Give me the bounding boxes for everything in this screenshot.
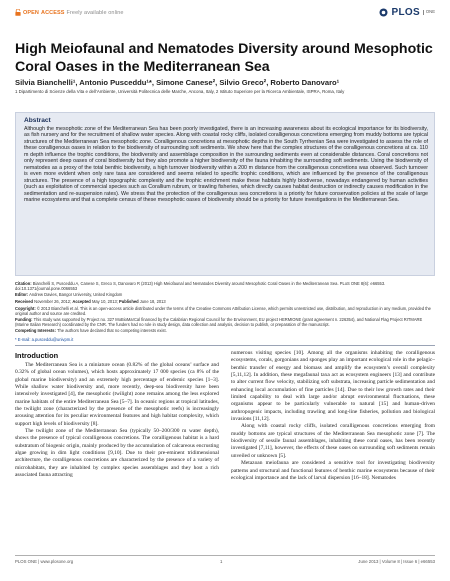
citation-label: Citation: (15, 281, 32, 286)
copyright-line (15, 306, 435, 316)
competing-text: The authors have declared that no competing interests exist. (57, 328, 167, 333)
introduction-heading: Introduction (15, 351, 59, 360)
abstract-heading: Abstract (24, 117, 51, 124)
author-list: Silvia Bianchelli¹, Antonio Pusceddu¹*, Simone Canese², Silvio Greco², Roberto Danovaro¹ (15, 78, 340, 87)
abstract-text: Although the mesophotic zone of the Mediterranean Sea has been poorly investigated, there is an increasing awareness about its ecological importance for its biodiversity, as fish nursery and for the recruitment of shallow water species. Along with coastal rocky cliffs, isolated coralligenous concretions emerging from muddy bottoms are typical structures of the Mediterranean Sea mesophotic zone. Coralligenous concretions at mesophotic depths in the South Tyrrhenian Sea were investigated to assess the role of these coralligenous oases in relation to the biodiversity of surrounding soft sediments. We show here that the complex structures of the coralligenous concretions at ca. 110 m depth influence the trophic conditions, the biodiversity and assemblage composition in the surrounding sediments even at considerable distances. Coral concretions not only represent deep oases of coral biodiversity but they also promote a higher biodiversity of the fauna inhabiting the surrounding soft sediments. Using the biodiversity of nematodes as a proxy of the total benthic biodiversity, a high turnover biodiversity within a 200 m distance from the coralligenous concretions was observed. Such turnover is even more evident when only rare taxa are considered and seems related to specific trophic conditions, which are influenced by the presence of the coralligenous structures. The presence of a high topographic complexity and the trophic enrichment make these habitats highly biodiverse, nowadays endangered by human activities (such as exploitation of commercial species such as Corallium rubrum, or trawling fisheries, which directly causes habitat destruction or indirectly causes modification in the sedimentation and re-suspension rates). We stress that the protection of the coralligenous sea concretions is a priority for future conservation policies at the scale of large marine ecosystems and that a complete census of these mesophotic oases of biodiversity should be a priority for future investigations in the Mediterranean Sea. (24, 126, 428, 203)
intro-paragraph: Along with coastal rocky cliffs, isolated coralligenous concretions emerging from muddy bottoms are typical structures of the Mediterranean Sea mesophotic zone [7]. The biodiversity of sessile faunal assemblages, inhabiting these coral oases, has been recently investigated [7,11], however, the effects of these oases on surrounding soft sediments remain unveiled or unknown [5]. (231, 423, 435, 459)
competing-label: Competing Interests: (15, 328, 56, 333)
intro-left-column (15, 362, 219, 480)
published-date: June 18, 2013 (139, 299, 166, 304)
abstract-box (15, 112, 435, 276)
one-logo-text: ONE (423, 10, 435, 15)
funding-line (15, 317, 435, 327)
freely-available-label: Freely available online (66, 9, 124, 16)
article-title: High Meiofaunal and Nematodes Diversity around Mesophotic Coral Oases in the Mediterranean Sea (15, 41, 433, 75)
footer-issue-info: June 2013 | Volume 8 | Issue 6 | e66553 (358, 559, 435, 564)
intro-paragraph: Metazoan meiofauna are considered a sensitive tool for investigating biodiversity patterns and structural and functional features of benthic marine ecosystems because of their ecological importance and the lack of larval dispersion [16–18]. Nematodes (231, 460, 435, 481)
journal-header (15, 9, 435, 21)
page-number: 1 (220, 559, 223, 564)
received-label: Received (15, 299, 33, 304)
competing-interests-line (15, 328, 435, 333)
received-date: November 26, 2012; (34, 299, 72, 304)
footer-journal-url[interactable]: PLOS ONE | www.plosone.org (15, 559, 74, 564)
affiliations: 1 Dipartimento di Scienze della Vita e dell’Ambiente, Università Politecnica delle Marche, Ancona, Italy, 2 Istituto Superiore per la Ricerca Ambientale, ISPRA, Roma, Italy (15, 89, 345, 94)
copyright-text: © 2013 Bianchelli et al. This is an open-access article distributed under the terms of the Creative Commons Attribution License, which permits unrestricted use, distribution, and reproduction in any medium, provided the original author and source are credited. (15, 306, 431, 317)
dates-line (15, 299, 435, 304)
access-label: ACCESS (41, 9, 65, 16)
editor-line (15, 292, 435, 297)
open-access-badge[interactable] (15, 9, 124, 16)
intro-right-column (231, 350, 435, 482)
published-label: Published (119, 299, 139, 304)
intro-paragraph: The Mediterranean Sea is a miniature ocean (0.82% of the global oceans’ surface and 0.32% of global ocean volumes), which hosts approximately 17 000 species (ca 8% of the global marine biodiversity) and an extremely high percentage of endemic species [1–3]. While shallow water biodiversity and, more recently, deep-sea biodiversity have been intensively investigated [4], the mesophotic (twilight) zone remains among the less explored marine habitats of the entire Mediterranean Sea [5–7]. In oceanic regions at tropical latitudes, the twilight zone (characterized by the presence of the mesophotic reefs) is increasingly arousing attention for its peculiar environmental features and high habitat complexity, which support high levels of biodiversity [8]. (15, 362, 219, 427)
plos-mark-icon (379, 8, 388, 17)
plos-logo-text: PLOS (391, 7, 420, 18)
accepted-date: May 10, 2013; (91, 299, 118, 304)
accepted-label: Accepted (72, 299, 91, 304)
copyright-label: Copyright: (15, 306, 36, 311)
footer-divider (15, 555, 435, 556)
plos-one-logo[interactable] (379, 7, 435, 18)
citation-text: Bianchelli S, Pusceddu A, Canese S, Greco S, Danovaro R (2013) High Meiofaunal and Nematodes Diversity around Mesophotic Coral Oases in the Mediterranean Sea. PLoS ONE 8(6): e66553. doi:10.1371/journal.pone.0066553 (15, 281, 386, 292)
open-label: OPEN (23, 9, 39, 16)
funding-text: This study was supported by Project no. 327 MoBioMarCal financed by the Calabrian Regional Council for the Environment, EU project HERMIONE (grant agreement n. 226354), and National Flag Project RITMARE (Marine Italian Research) coordinated by the CNR. The funders had no role in study design, data collection and analysis, decision to publish, or preparation of the manuscript. (15, 317, 423, 328)
intro-paragraph: The twilight zone of the Mediterranean Sea (typically 50–200/300 m water depth), shows the presence of typical coralligenous concretions. The coralligenous habitat is a hard substratum of biogenic origin, mainly produced by the accumulation of calcareous encrusting algae growing in dim light conditions [9,10]. Due to their pre-eminent tridimensional architecture, the coralligenous concretions are characterized by the presence of a variety of microhabitats, they are inhabited by complex species assemblages and they host a rich associated fauna attracting (15, 428, 219, 479)
funding-label: Funding: (15, 317, 33, 322)
editor-label: Editor: (15, 292, 29, 297)
meta-divider (15, 345, 435, 346)
corresponding-email[interactable]: * E-mail: a.pusceddu@univpm.it (15, 337, 74, 342)
intro-paragraph: numerous visiting species [10]. Among all the organisms inhabiting the coralligenous ecosystems, corals, gorgonians and sponges play an important ecological role in the pelagic–benthic transfer of energy and biomass and amplify the ecosystem’s overall complexity [5,11,12]. In addition, these megafaunal taxa act as ecosystem engineers [13] and contribute to alter current flow velocity, stabilizing soft substrata, increasing particle sedimentation and enhancing local accumulation of fine particles [14]. Due to their low growth rates and their limited capability to deal with large and/or abrupt environmental fluctuations, these organisms appear to be particularly vulnerable to natural [15] and human-driven anthropogenic impacts, including trawling and long-line fisheries, pollution and biological invasions [11,12]. (231, 350, 435, 423)
editor-text: Andrew Davies, Bangor University, United Kingdom (29, 292, 123, 297)
open-access-lock-icon (15, 9, 21, 16)
citation-line (15, 281, 435, 291)
